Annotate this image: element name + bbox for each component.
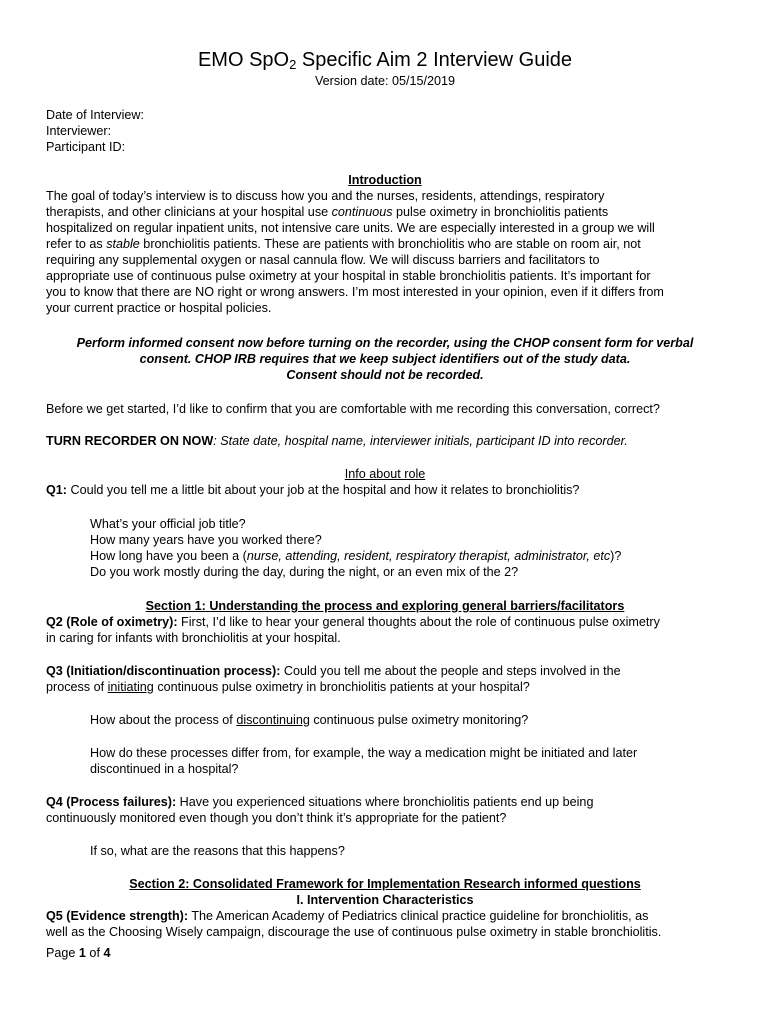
q1-subquestion: How many years have you worked there? <box>90 533 322 547</box>
document-title: EMO SpO$_2$ Specific Aim 2 Interview Guide <box>197 49 573 72</box>
role-heading: Info about role <box>344 467 426 481</box>
intro-line: refer to as stable bronchiolitis patients. These are patients with bronchiolitis who are stable on room air, not <box>46 237 641 251</box>
consent-note-line: Perform informed consent now before turning on the recorder, using the CHOP consent form for verbal <box>76 336 694 350</box>
question-q2: Q2 (Role of oximetry): First, I’d like to hear your general thoughts about the role of continuous pulse oximetry <box>46 615 660 629</box>
introduction-heading: Introduction <box>348 173 422 187</box>
q3-subquestion: How about the process of discontinuing continuous pulse oximetry monitoring? <box>90 713 529 727</box>
question-q3-cont: process of initiating continuous pulse oximetry in bronchiolitis patients at your hospital? <box>46 680 530 694</box>
question-q4-cont: continuously monitored even though you don’t think it’s appropriate for the patient? <box>46 811 507 825</box>
date-of-interview-field: Date of Interview: <box>46 108 144 122</box>
section1-heading: Section 1: Understanding the process and exploring general barriers/facilitators <box>145 599 625 613</box>
page-number: Page 1 of 4 <box>46 946 111 960</box>
q1-subquestion: How long have you been a (nurse, attending, resident, respiratory therapist, administrator, etc)? <box>90 549 622 563</box>
recorder-instruction: TURN RECORDER ON NOW: State date, hospital name, interviewer initials, participant ID into recorder. <box>46 434 628 448</box>
q3-subquestion: How do these processes differ from, for example, the way a medication might be initiated and later <box>90 746 638 760</box>
section2-heading: Section 2: Consolidated Framework for Implementation Research informed questions <box>129 877 641 891</box>
question-q3: Q3 (Initiation/discontinuation process): Could you tell me about the people and steps involved in the <box>46 664 621 678</box>
section2-subheading: I. Intervention Characteristics <box>296 893 474 907</box>
question-q5-cont: well as the Choosing Wisely campaign, discourage the use of continuous pulse oximetry in stable bronchiolitis. <box>46 925 662 939</box>
q3-subquestion-cont: discontinued in a hospital? <box>90 762 239 776</box>
interviewer-field: Interviewer: <box>46 124 112 138</box>
intro-line: appropriate use of continuous pulse oximetry at your hospital in stable bronchiolitis patients. It’s important for <box>46 269 651 283</box>
question-q5: Q5 (Evidence strength): The American Academy of Pediatrics clinical practice guideline for bronchiolitis, as <box>46 909 649 923</box>
intro-line: therapists, and other clinicians at your hospital use continuous pulse oximetry in bronchiolitis patients <box>46 205 609 219</box>
confirm-recording-text: Before we get started, I’d like to confirm that you are comfortable with me recording this conversation, correct? <box>46 402 660 416</box>
intro-line: The goal of today’s interview is to discuss how you and the nurses, residents, attendings, respiratory <box>46 189 605 203</box>
question-q2-cont: in caring for infants with bronchiolitis at your hospital. <box>46 631 341 645</box>
q1-subquestion: What’s your official job title? <box>90 517 246 531</box>
question-q4: Q4 (Process failures): Have you experienced situations where bronchiolitis patients end up being <box>46 795 594 809</box>
intro-line: you to know that there are NO right or wrong answers. I’m most interested in your opinion, even if it differs from <box>46 285 664 299</box>
intro-line: hospitalized on regular inpatient units, not intensive care units. We are especially interested in a group we will <box>46 221 655 235</box>
participant-id-field: Participant ID: <box>46 140 126 154</box>
consent-note-line: Consent should not be recorded. <box>286 368 484 382</box>
intro-line: requiring any supplemental oxygen or nasal cannula flow. We will discuss barriers and facilitators to <box>46 253 600 267</box>
q1-subquestion: Do you work mostly during the day, during the night, or an even mix of the 2? <box>90 565 519 579</box>
q4-subquestion: If so, what are the reasons that this happens? <box>90 844 345 858</box>
intro-line: your current practice or hospital policies. <box>46 301 272 315</box>
question-q1: Q1: Could you tell me a little bit about your job at the hospital and how it relates to bronchiolitis? <box>46 483 580 497</box>
version-date: Version date: 05/15/2019 <box>314 74 456 88</box>
consent-note-line: consent. CHOP IRB requires that we keep subject identifiers out of the study data. <box>139 352 631 366</box>
